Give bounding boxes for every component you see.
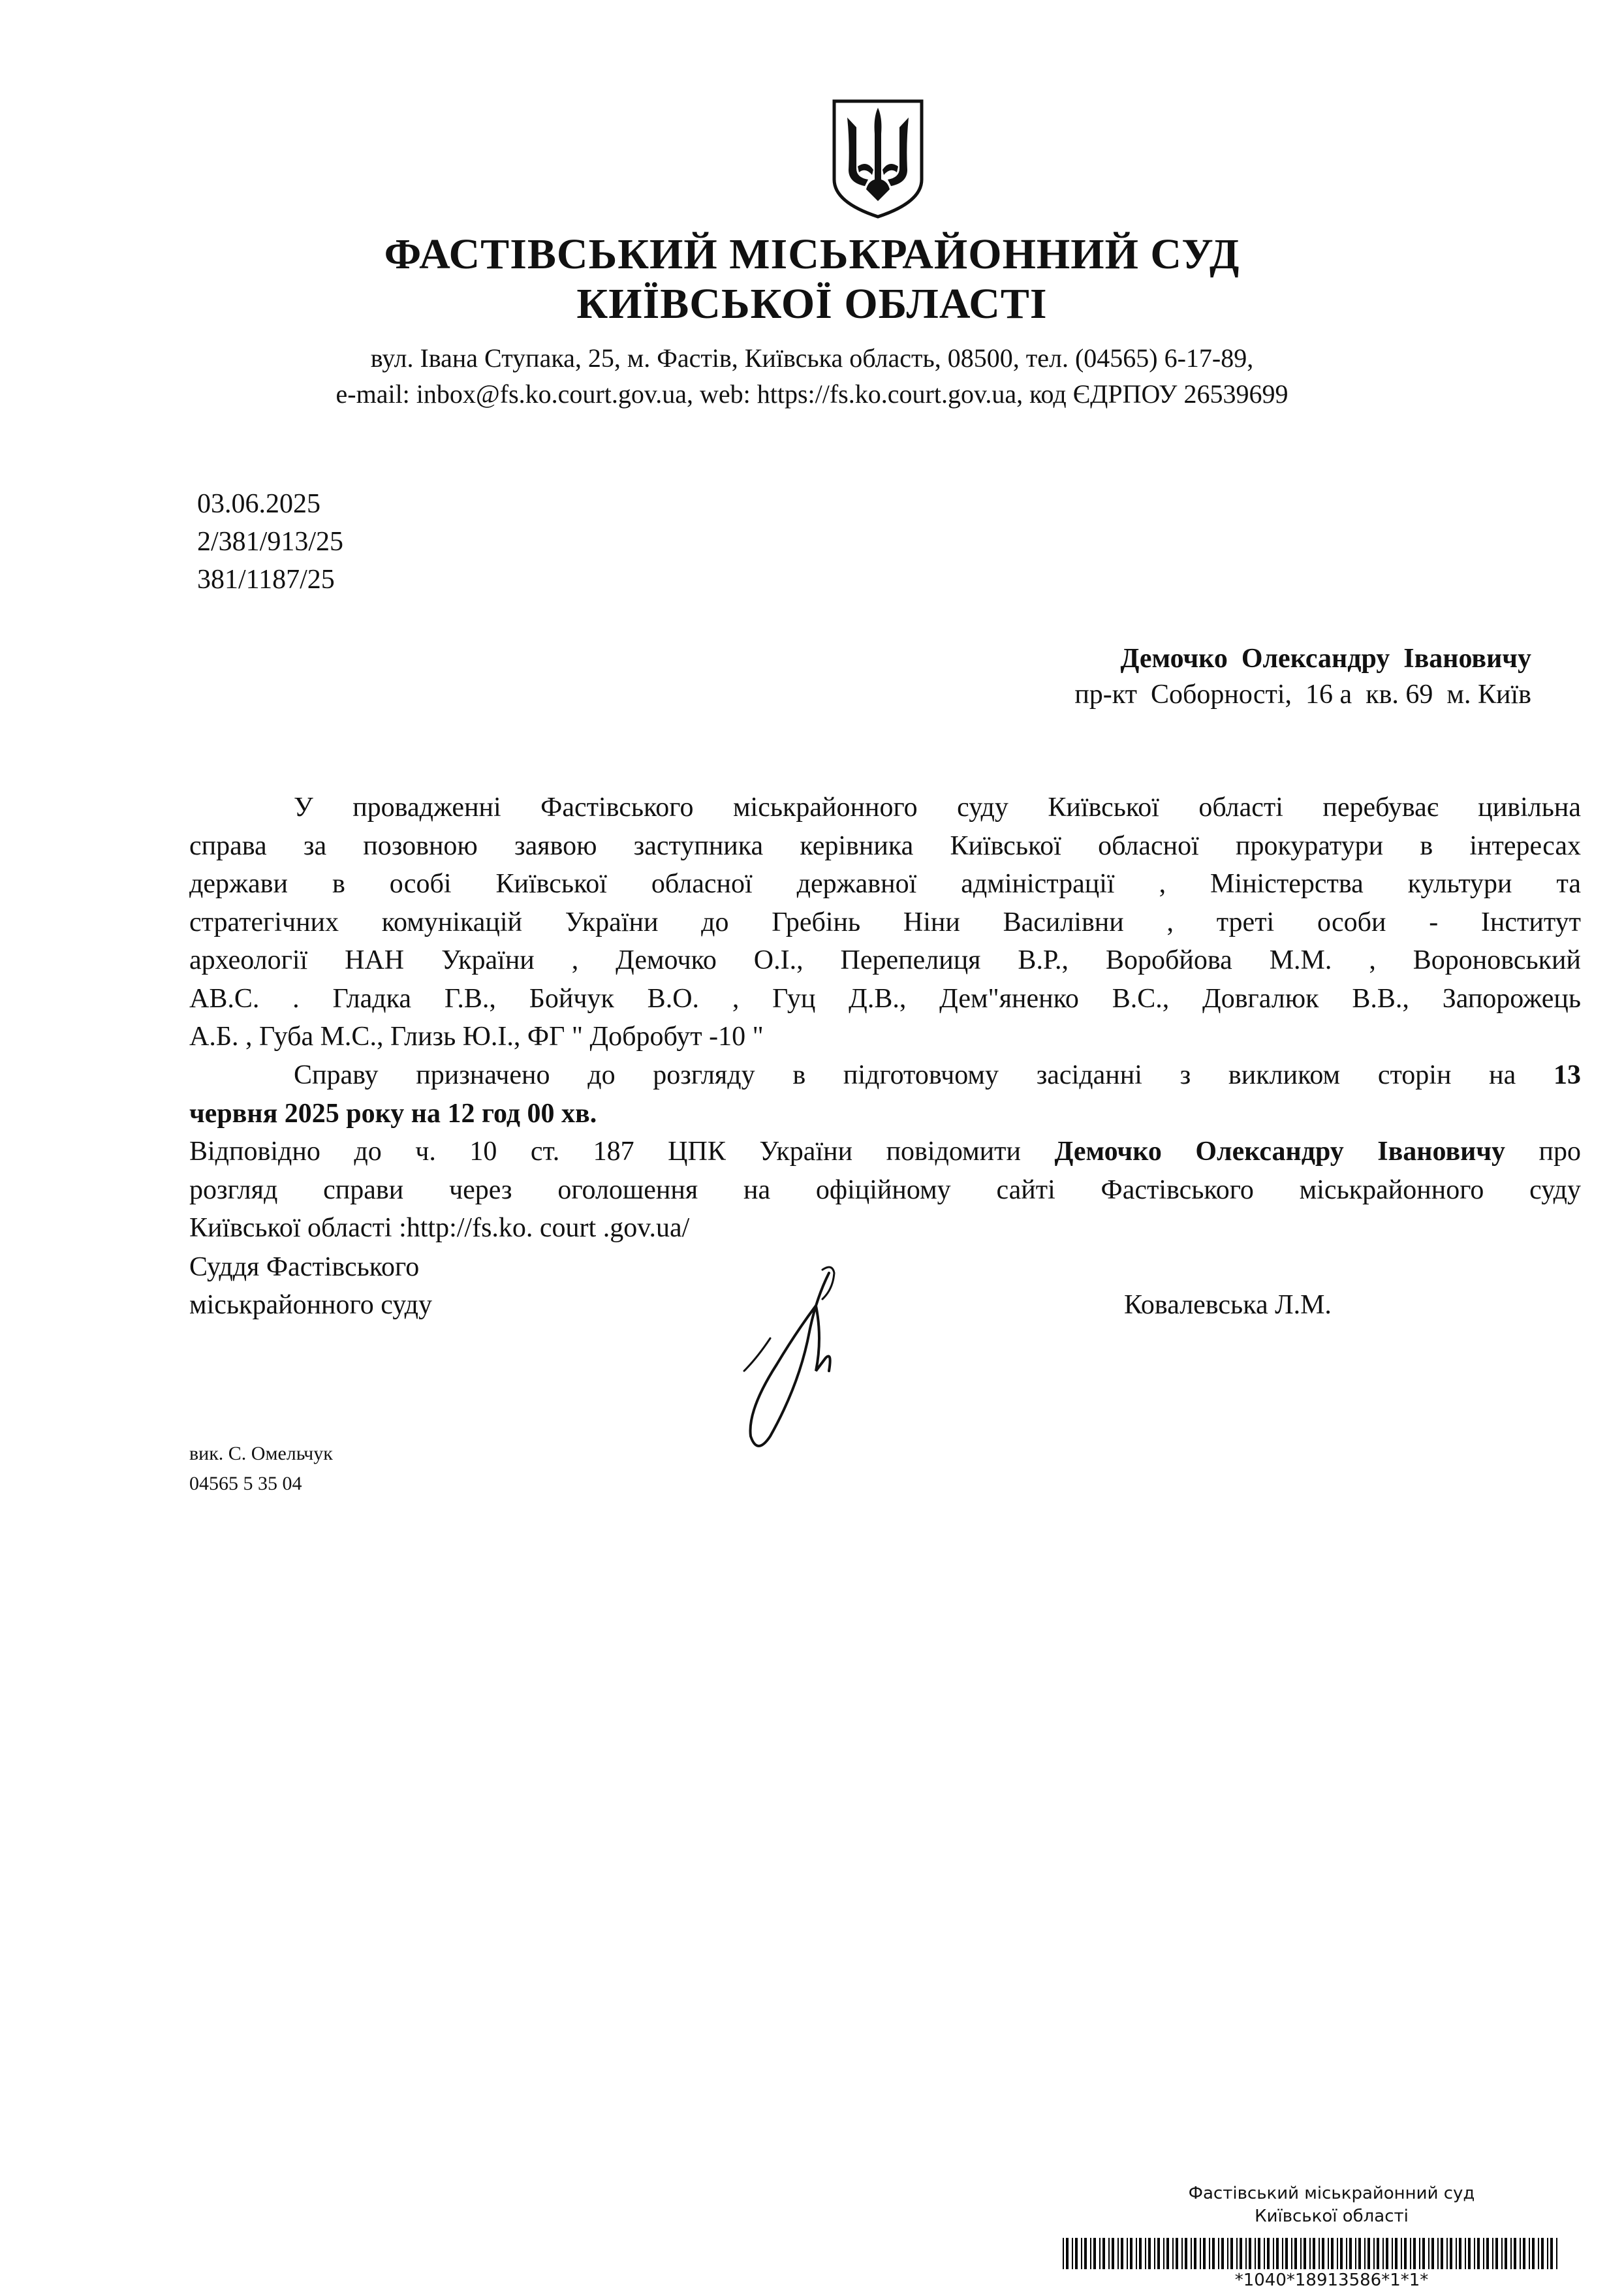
paragraph-line: Київської області :http://fs.ko. court .gov.ua/ xyxy=(189,1213,690,1243)
court-name-line2: КИЇВСЬКОЇ ОБЛАСТІ xyxy=(576,280,1048,328)
coat-of-arms-icon xyxy=(829,98,927,219)
paragraph-hearing xyxy=(189,1056,1581,1133)
executor-name: вик. С. Омельчук xyxy=(189,1443,333,1464)
notice-recipient-name: Демочко Олександру Івановичу xyxy=(1054,1137,1506,1167)
stamp-org-line2: Київської області xyxy=(1255,2207,1409,2226)
judge-title-line2: міськрайонного суду xyxy=(189,1290,433,1320)
notice-prefix: Відповідно до ч. 10 ст. 187 ЦПК України повідомити xyxy=(189,1137,1021,1167)
barcode-text: *1040*18913586*1*1* xyxy=(1234,2270,1429,2290)
judge-name: Ковалевська Л.М. xyxy=(1124,1290,1332,1320)
court-name-line1: ФАСТІВСЬКИЙ МІСЬКРАЙОННИЙ СУД xyxy=(384,230,1240,278)
judge-title-line1: Суддя Фастівського xyxy=(189,1252,420,1282)
paragraph-case-info xyxy=(189,789,1581,1056)
paragraph-line: А.Б. , Губа М.С., Глизь Ю.І., ФГ " Добробут -10 " xyxy=(189,1022,764,1052)
paragraph-line xyxy=(189,1056,1581,1095)
paragraph-line xyxy=(189,1133,1581,1171)
paragraph-line: У провадженні Фастівського міськрайонного суду Київської області перебуває цивільна xyxy=(294,793,1581,823)
outgoing-number: 381/1187/25 xyxy=(197,565,335,595)
recipient-name: Демочко Олександру Івановичу xyxy=(1120,644,1531,674)
paragraph-line xyxy=(189,1095,1581,1133)
stamp-org-line1: Фастівський міськрайонний суд xyxy=(1188,2184,1475,2203)
notice-suffix: про xyxy=(1538,1137,1582,1167)
document-date: 03.06.2025 xyxy=(197,489,320,519)
case-number: 2/381/913/25 xyxy=(197,527,344,557)
recipient-address: пр-кт Соборності, 16 а кв. 69 м. Київ xyxy=(1074,680,1531,710)
court-contact-line1: вул. Івана Ступака, 25, м. Фастів, Київська область, 08500, тел. (04565) 6-17-89, xyxy=(370,343,1254,373)
paragraph-notice xyxy=(189,1133,1581,1248)
hearing-day: 13 xyxy=(1554,1060,1582,1090)
hearing-text: Справу призначено до розгляду в підготовчому засіданні з викликом сторін на xyxy=(294,1060,1516,1090)
court-contact-line2: e-mail: inbox@fs.ko.court.gov.ua, web: https://fs.ko.court.gov.ua, код ЄДРПОУ 26539699 xyxy=(336,379,1288,409)
hearing-datetime: червня 2025 року на 12 год 00 хв. xyxy=(189,1098,597,1129)
paragraph-line: археології НАН України , Демочко О.І., Перепелиця В.Р., Воробйова М.М. , Вороновський xyxy=(189,945,1581,975)
paragraph-line: АВ.С. . Гладка Г.В., Бойчук В.О. , Гуц Д.В., Дем"яненко В.С., Довгалюк В.В., Запорожець xyxy=(189,983,1581,1014)
barcode xyxy=(1063,2238,1563,2269)
paragraph-line: держави в особі Київської обласної державної адміністрації , Міністерства культури та xyxy=(189,869,1581,899)
paragraph-line: стратегічних комунікацій України до Гребінь Ніни Василівни , треті особи - Інститут xyxy=(189,907,1581,937)
paragraph-line: розгляд справи через оголошення на офіційному сайті Фастівського міськрайонного суду xyxy=(189,1174,1581,1205)
handwritten-signature xyxy=(718,1260,862,1456)
paragraph-line: справа за позовною заявою заступника керівника Київської обласної прокуратури в інтересах xyxy=(189,830,1581,861)
executor-phone: 04565 5 35 04 xyxy=(189,1473,302,1494)
